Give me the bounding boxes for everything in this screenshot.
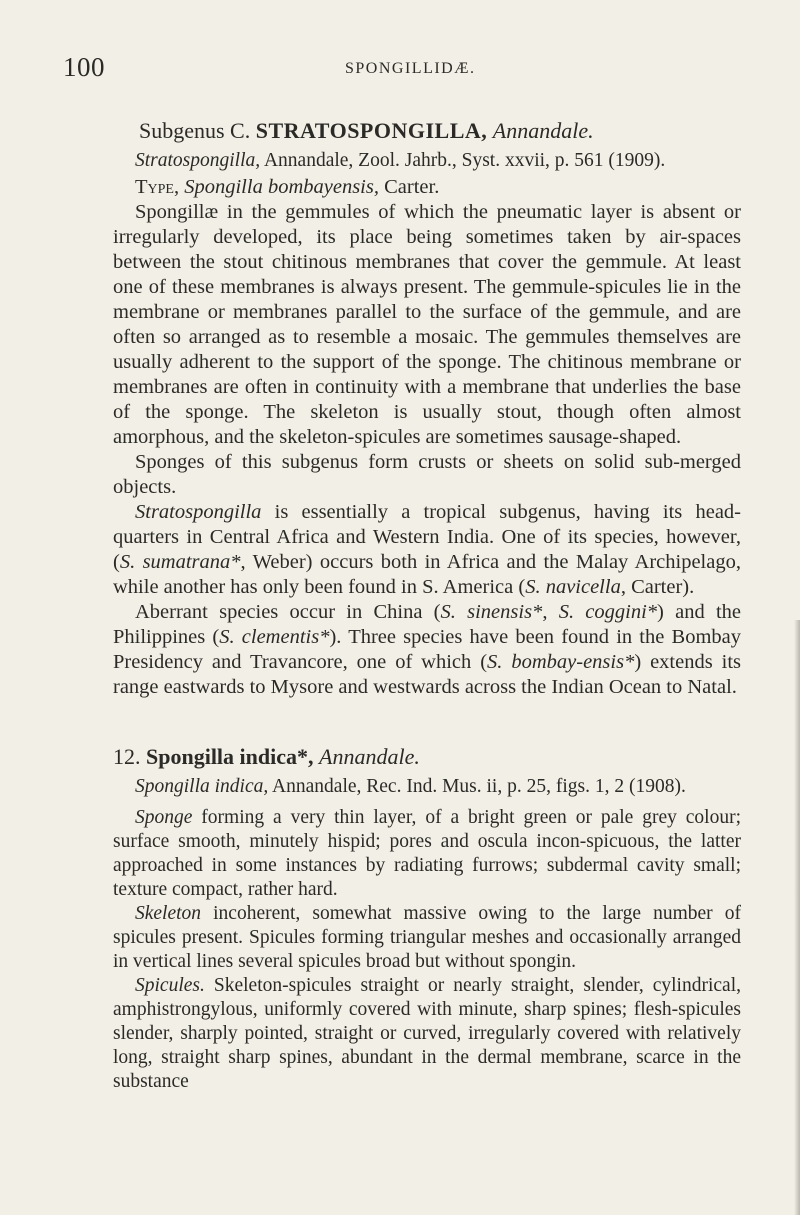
subgenus-label: Subgenus C.: [139, 118, 251, 143]
species-number: 12.: [113, 744, 141, 769]
subgenus-name: STRATOSPONGILLA,: [255, 118, 488, 143]
subgenus-description: Spongillæ in the gemmules of which the pneumatic layer is absent or irregularly developed, its place being sometimes taken by air-spaces between the stout chitinous membranes that cover the gemmule. At least one of these membranes is always present. The gemmule-spicules lie in the membrane or membranes parallel to the surface of the gemmule, and are often so arranged as to resemble a mosaic. The gemmules themselves are usually adherent to the support of the sponge. The chitinous membrane or membranes are often in continuity with a membrane that underlies the base of the sponge. The skeleton is usually stout, though often almost amorphous, and the skeleton-spicules are sometimes sausage-shaped.: [113, 201, 741, 448]
page-header: [0, 52, 800, 92]
species-name: Spongilla indica*,: [146, 744, 314, 769]
page-body: [113, 118, 741, 1094]
species-heading: [113, 744, 741, 769]
type-species-line: Type, Spongilla bombayensis, Carter.: [135, 176, 440, 198]
species-author: Annandale.: [319, 744, 420, 769]
page-number: 100: [63, 52, 105, 82]
spicules-description: Spicules. Skeleton-spicules straight or nearly straight, slender, cylindrical, amphistrongylous, uniformly covered with minute, sharp spines; flesh-spicules slender, sharply pointed, straight or curved, irregularly covered with relatively long, straight sharp spines, abundant in the dermal membrane, scarce in the substance: [113, 975, 741, 1092]
aberrant-species-paragraph: Aberrant species occur in China (S. sinensis*, S. coggini*) and the Philippines (S. clementis*). Three species have been found in the Bombay Presidency and Travancore, one of which (S. bombay-ensis*) extends its range eastwards to Mysore and westwards across the Indian Ocean to Natal.: [113, 601, 741, 698]
sponge-description: Sponge forming a very thin layer, of a bright green or pale grey colour; surface smooth, minutely hispid; pores and oscula incon-spicuous, the latter approached in some instances by radiating furrows; subdermal cavity small; texture compact, rather hard.: [113, 807, 741, 900]
subgenus-habitat: Sponges of this subgenus form crusts or sheets on solid sub-merged objects.: [113, 451, 741, 498]
species-reference: Spongilla indica, Annandale, Rec. Ind. Mus. ii, p. 25, figs. 1, 2 (1908).: [135, 776, 686, 797]
subgenus-author: Annandale.: [492, 118, 594, 143]
subgenus-heading: [139, 118, 741, 143]
running-title: SPONGILLIDÆ.: [345, 60, 476, 77]
subgenus-reference: Stratospongilla, Annandale, Zool. Jahrb., Syst. xxvii, p. 561 (1909).: [135, 150, 666, 171]
skeleton-description: Skeleton incoherent, somewhat massive owing to the large number of spicules present. Spicules forming triangular meshes and occasionally arranged in vertical lines several spicules broad but without spongin.: [113, 903, 741, 972]
subgenus-distribution: Stratospongilla is essentially a tropical subgenus, having its head-quarters in Central Africa and Western India. One of its species, however, (S. sumatrana*, Weber) occurs both in Africa and the Malay Archipelago, while another has only been found in S. America (S. navicella, Carter).: [113, 501, 741, 598]
page-edge-shadow: [794, 620, 800, 1215]
